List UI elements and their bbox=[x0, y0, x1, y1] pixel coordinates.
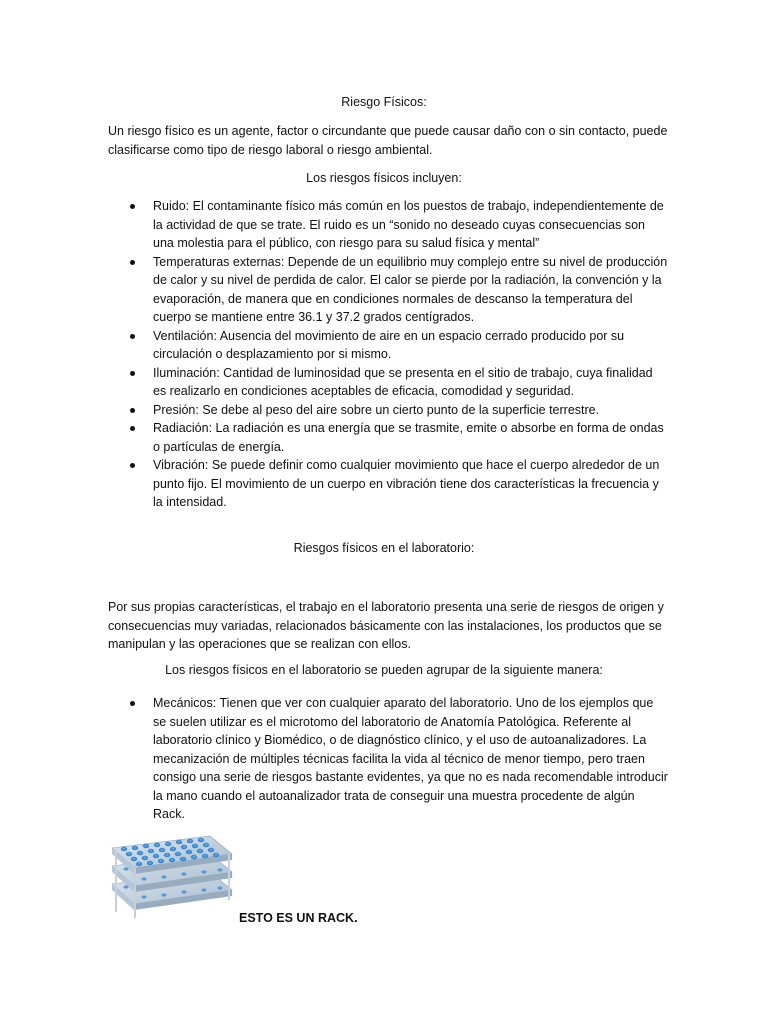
list-item-text: Radiación: La radiación es una energía que se trasmite, emite o absorbe en forma de ondas o partículas de energía. bbox=[153, 421, 664, 454]
list-item-text: Ventilación: Ausencia del movimiento de aire en un espacio cerrado producido por su circulación o desplazamiento por si mismo. bbox=[153, 328, 625, 361]
list-item-text: Presión: Se debe al peso del aire sobre un cierto punto de la superficie terrestre. bbox=[153, 402, 600, 417]
lab-intro-paragraph: Por sus propias características, el trabajo en el laboratorio presenta una serie de riesgos de origen y consecuencias muy variadas, relacionados básicamente con las instalaciones, los productos que se manipulan y las operaciones que se realizan con ellos. bbox=[108, 600, 664, 651]
rack-caption: ESTO ES UN RACK. bbox=[239, 911, 358, 925]
heading-riesgo-fisicos: Riesgo Físicos: bbox=[341, 95, 427, 109]
test-tube-rack-image bbox=[104, 832, 238, 924]
physical-risks-list bbox=[108, 197, 668, 512]
list-item bbox=[108, 197, 668, 253]
list-item-text: Ruido: El contaminante físico más común en los puestos de trabajo, independientemente de la actividad de que se trate. El ruido es un “sonido no deseado cuyas consecuencias son una molestia para el público, con riesgo para su salud física y mental” bbox=[153, 199, 664, 250]
bullet-icon bbox=[130, 463, 135, 468]
heading-riesgos-laboratorio: Riesgos físicos en el laboratorio: bbox=[293, 541, 475, 555]
list-item bbox=[108, 694, 668, 824]
list-item-text: Temperaturas externas: Depende de un equilibrio muy complejo entre su nivel de producción de calor y su nivel de perdida de calor. El calor se pierde por la radiación, la convención y la evaporación, de manera que en condiciones normales de descanso la temperatura del cuerpo se mantiene entre 36.1 y 37.2 grados centígrados. bbox=[153, 254, 668, 324]
heading-agrupacion: Los riesgos físicos en el laboratorio se pueden agrupar de la siguiente manera: bbox=[165, 663, 603, 677]
bullet-icon bbox=[130, 204, 135, 209]
list-item bbox=[108, 253, 668, 327]
list-item bbox=[108, 364, 668, 401]
list-item-text: Vibración: Se puede definir como cualquier movimiento que hace el cuerpo alrededor de un punto fijo. El movimiento de un cuerpo en vibración tiene dos características la frecuencia y la intensidad. bbox=[153, 458, 660, 509]
list-item bbox=[108, 401, 668, 420]
bullet-icon bbox=[130, 408, 135, 413]
list-item bbox=[108, 419, 668, 456]
list-item-text: Mecánicos: Tienen que ver con cualquier aparato del laboratorio. Uno de los ejemplos que se suelen utilizar es el microtomo del laboratorio de Anatomía Patológica. Referente al laboratorio clínico y Biomédico, o de diagnóstico clínico, y el uso de autoanalizadores. La mecanización de múltiples técnicas facilita la vida al técnico de menor tiempo, pero traen consigo una serie de riesgos bastante evidentes, ya que no es nada recomendable introducir la mano cuando el autoanalizador trata de conseguir una muestra procedente de algún Rack. bbox=[153, 696, 668, 821]
bullet-icon bbox=[130, 426, 135, 431]
list-item-text: Iluminación: Cantidad de luminosidad que se presenta en el sitio de trabajo, cuya finalidad es realizarlo en condiciones aceptables de eficacia, comodidad y seguridad. bbox=[153, 365, 653, 398]
lab-risks-list bbox=[108, 694, 668, 824]
heading-riesgos-incluyen: Los riesgos físicos incluyen: bbox=[306, 171, 462, 185]
bullet-icon bbox=[130, 334, 135, 339]
list-item bbox=[108, 327, 668, 364]
bullet-icon bbox=[130, 260, 135, 265]
bullet-icon bbox=[130, 701, 135, 706]
intro-paragraph: Un riesgo físico es un agente, factor o circundante que puede causar daño con o sin contacto, puede clasificarse como tipo de riesgo laboral o riesgo ambiental. bbox=[108, 124, 668, 157]
list-item bbox=[108, 456, 668, 512]
bullet-icon bbox=[130, 371, 135, 376]
